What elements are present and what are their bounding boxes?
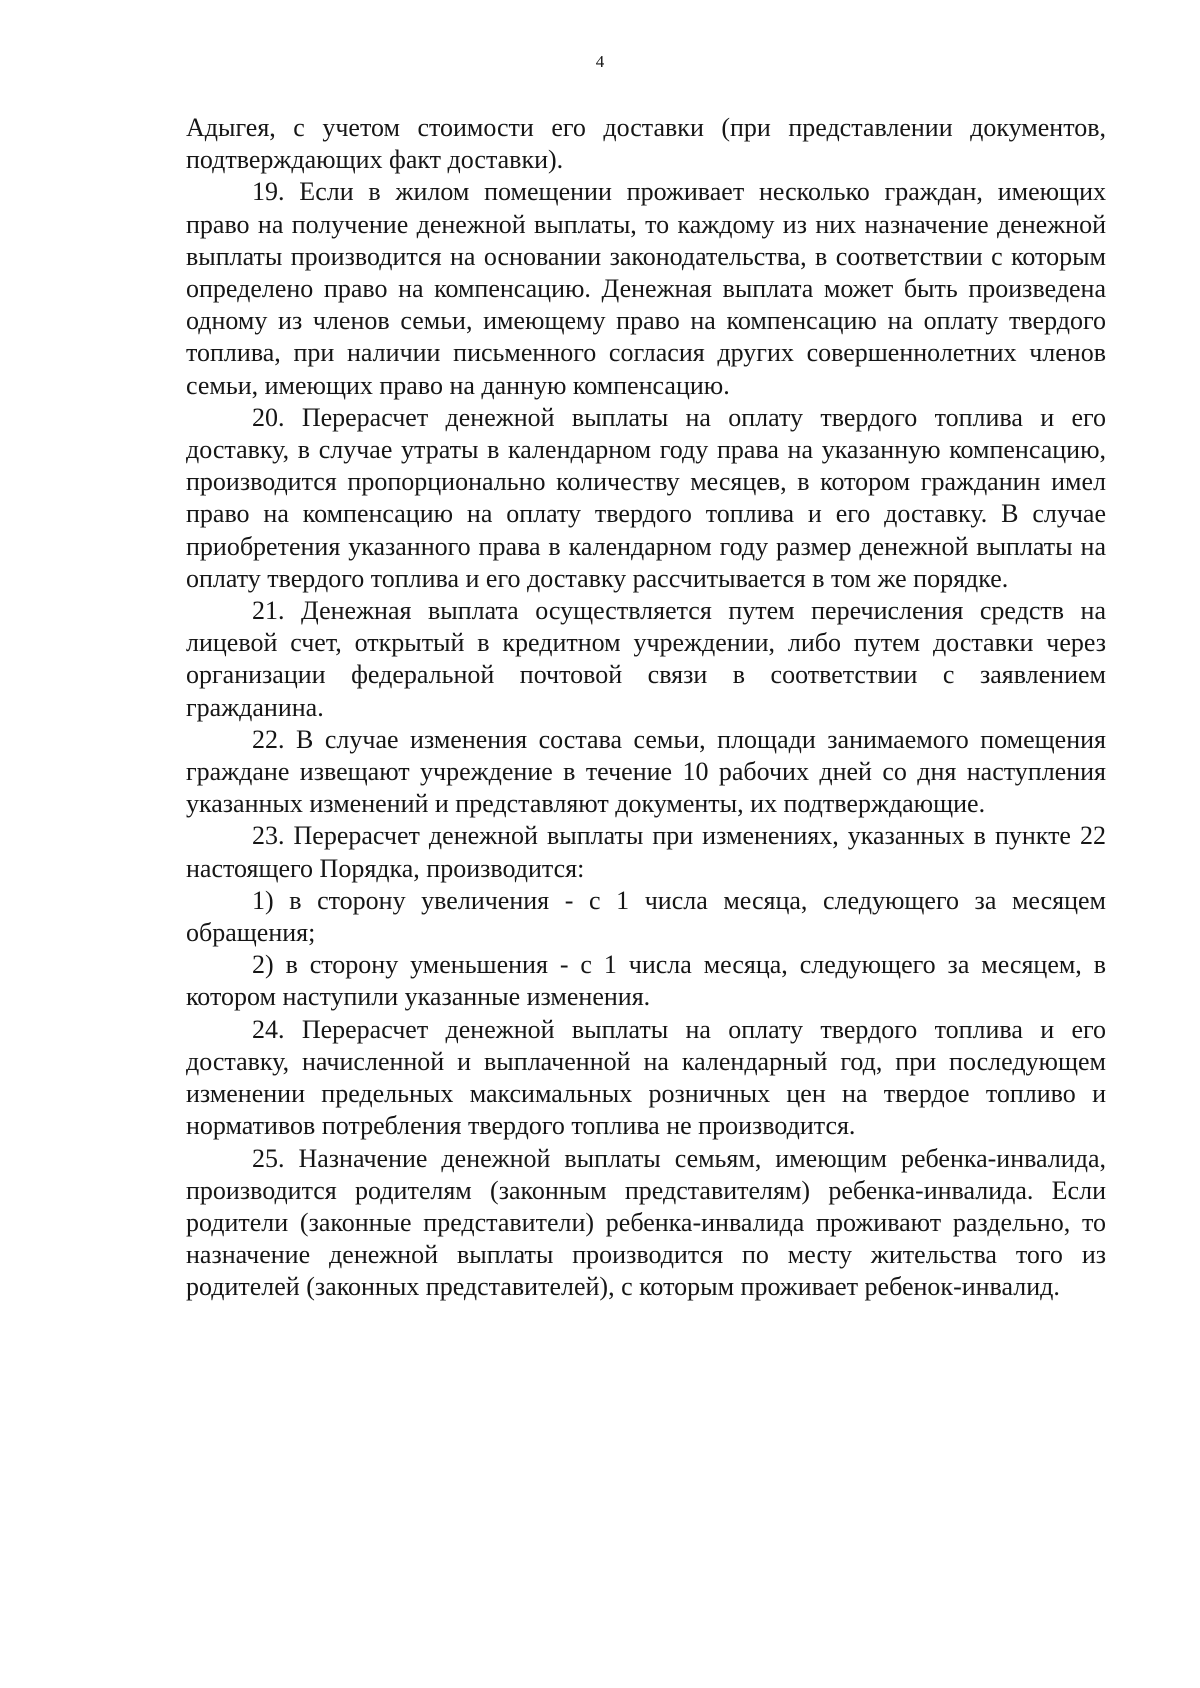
- paragraph-subitem-2: 2) в сторону уменьшения - с 1 числа месяца, следующего за месяцем, в котором наступили указанные изменения.: [186, 950, 1106, 1012]
- paragraph-subitem-1: 1) в сторону увеличения - с 1 числа месяца, следующего за месяцем обращения;: [186, 885, 1106, 948]
- document-body: [186, 112, 1106, 1304]
- paragraph-continuation: Адыгея, с учетом стоимости его доставки (при представлении документов, подтверждающих факт доставки).: [186, 113, 1106, 175]
- paragraph-item-22: 22. В случае изменения состава семьи, площади занимаемого помещения граждане извещают учреждение в течение 10 рабочих дней со дня наступления указанных изменений и представляют документы, их подтверждающие.: [186, 724, 1106, 819]
- paragraph-item-21: 21. Денежная выплата осуществляется путем перечисления средств на лицевой счет, открытый в кредитном учреждении, либо путем доставки через организации федеральной почтовой связи в соответствии с заявлением гражданина.: [186, 596, 1106, 722]
- page-number: 4: [595, 52, 605, 71]
- paragraph-item-23: 23. Перерасчет денежной выплаты при изменениях, указанных в пункте 22 настоящего Порядка, производится:: [186, 821, 1106, 883]
- paragraph-item-19: 19. Если в жилом помещении проживает несколько граждан, имеющих право на получение денежной выплаты, то каждому из них назначение денежной выплаты производится на основании законодательства, в соответствии с которым определено право на компенсацию. Денежная выплата может быть произведена одному из членов семьи, имеющему право на компенсацию на оплату твердого топлива, при наличии письменного согласия других совершеннолетних членов семьи, имеющих право на данную компенсацию.: [186, 177, 1106, 400]
- paragraph-item-25: 25. Назначение денежной выплаты семьям, имеющим ребенка-инвалида, производится родителям (законным представителям) ребенка-инвалида. Если родители (законные представители) ребенка-инвалида проживают раздельно, то назначение денежной выплаты производится по месту жительства того из родителей (законных представителей), с которым проживает ребенок-инвалид.: [186, 1143, 1106, 1302]
- paragraph-item-24: 24. Перерасчет денежной выплаты на оплату твердого топлива и его доставку, начисленной и выплаченной на календарный год, при последующем изменении предельных максимальных розничных цен на твердое топливо и нормативов потребления твердого топлива не производится.: [186, 1014, 1106, 1141]
- paragraph-item-20: 20. Перерасчет денежной выплаты на оплату твердого топлива и его доставку, в случае утраты в календарном году права на указанную компенсацию, производится пропорционально количеству месяцев, в котором гражданин имел право на компенсацию на оплату твердого топлива и его доставку. В случае приобретения указанного права в календарном году размер денежной выплаты на оплату твердого топлива и его доставку рассчитывается в том же порядке.: [186, 402, 1106, 593]
